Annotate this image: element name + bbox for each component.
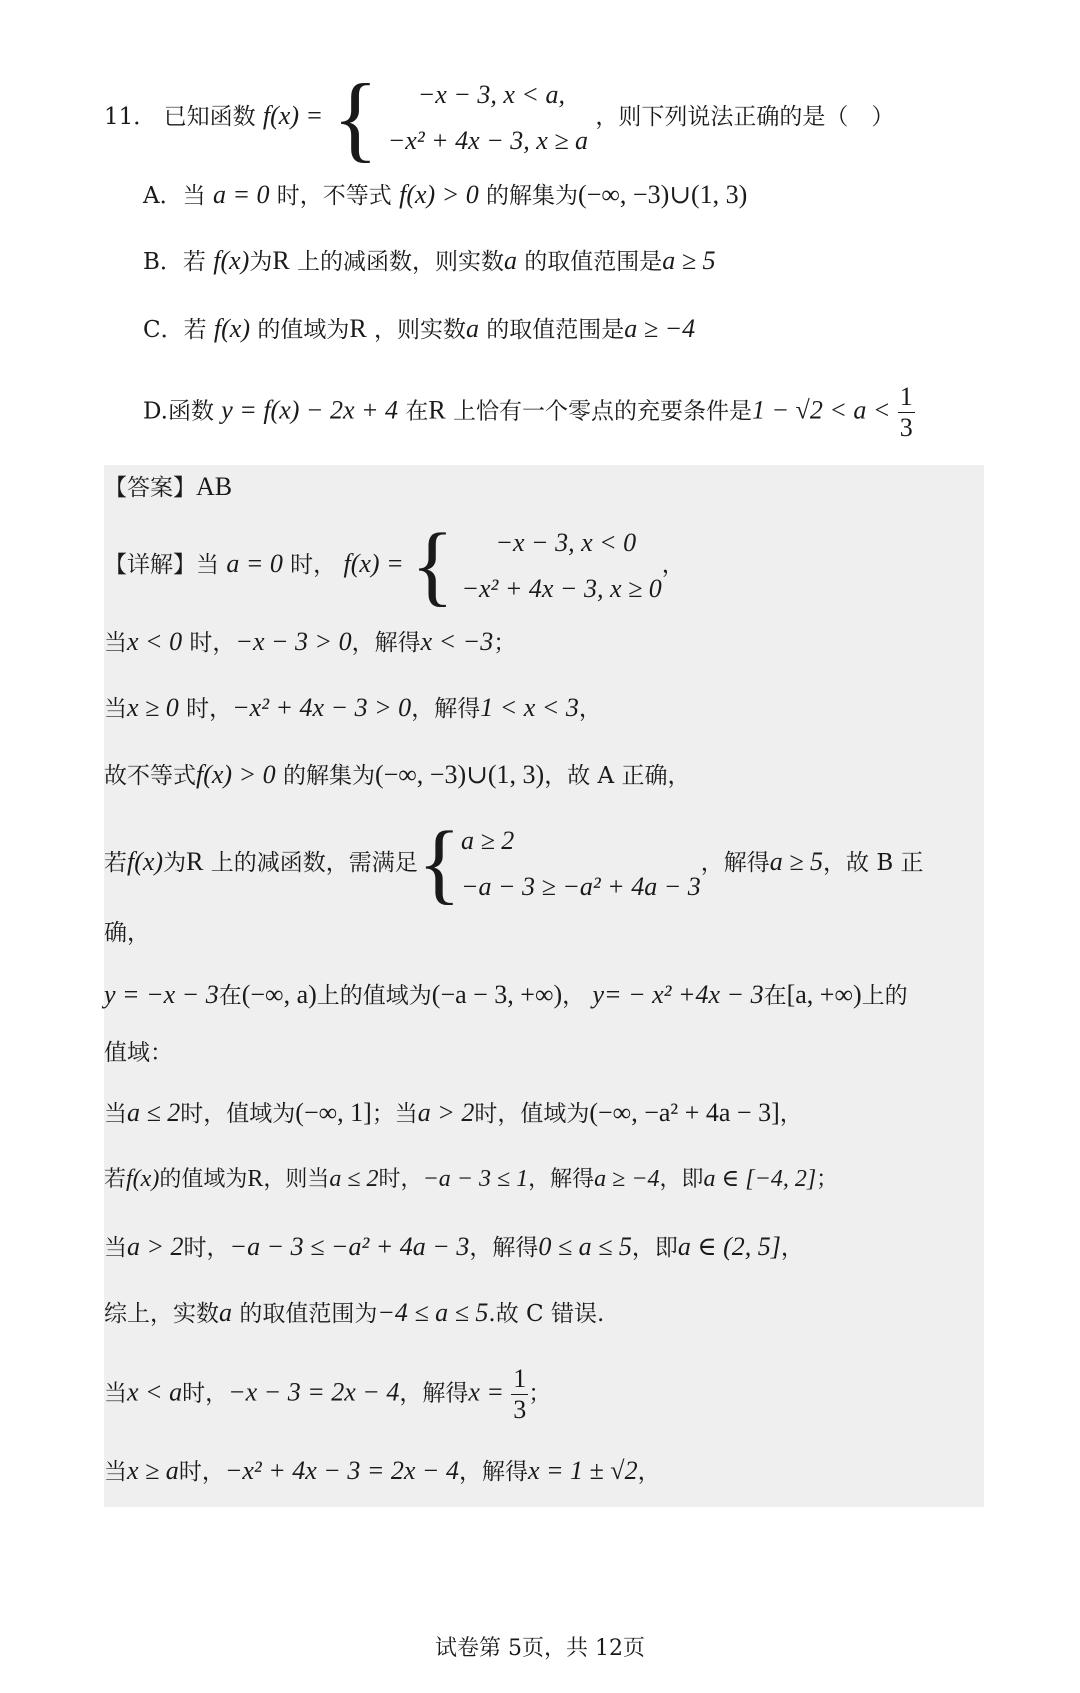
answer-value: AB xyxy=(196,472,233,501)
solution-line-3: 当x ≥ 0 时，−x² + 4x − 3 > 0，解得1 < x < 3， xyxy=(104,693,602,722)
question-number: 11． xyxy=(104,104,157,130)
function-def: f(x) = xyxy=(262,101,324,130)
brace-icon: { xyxy=(417,814,461,913)
option-d: D.函数 y = f(x) − 2x + 4 在R 上恰有一个零点的充要条件是1 − √2 < a < $\frac{1}{3}$ xyxy=(143,382,913,442)
solution-line-9: 当a ≤ 2时，值域为(−∞, 1]；当a > 2时，值域为(−∞, −a² + 4a − 3]， xyxy=(104,1098,803,1127)
fraction-one-third: $\frac{1}{3}$ xyxy=(899,382,913,442)
brace-icon: { xyxy=(332,64,379,171)
brace-icon: { xyxy=(410,516,455,615)
solution-line-12: 综上，实数a 的取值范围为−4 ≤ a ≤ 5.故 C 错误. xyxy=(104,1298,605,1327)
solution-line-1: 【详解】当 a = 0 时， f(x) = { −x − 3, x < 0 −x² + 4x − 3, x ≥ 0 ， xyxy=(104,516,685,615)
solution-label: 【详解】 xyxy=(104,552,196,578)
piecewise-cases: −x − 3, x < a, −x² + 4x − 3, x ≥ a xyxy=(387,80,589,155)
answer-line xyxy=(104,472,232,503)
option-c: C．若 f(x) 的值域为R ，则实数a 的取值范围是a ≥ −4 xyxy=(143,314,696,343)
solution-line-4: 故不等式f(x) > 0 的解集为(−∞, −3)∪(1, 3)，故 A 正确， xyxy=(104,760,691,789)
solution-line-6: 确， xyxy=(104,920,150,946)
fraction-one-third: $\frac{1}{3}$ xyxy=(513,1364,527,1424)
page-footer: 试卷第 5页，共 12页 xyxy=(435,1636,645,1661)
solution-line-5: 若f(x)为R 上的减函数，需满足{ a ≥ 2 −a − 3 ≥ −a² + 4a − 3 ，解得a ≥ 5，故 B 正 xyxy=(104,814,924,913)
solution-line-11: 当a > 2时，−a − 3 ≤ −a² + 4a − 3，解得0 ≤ a ≤ 5，即a ∈ (2, 5]， xyxy=(104,1232,804,1261)
solution-line-8: 值域： xyxy=(104,1040,173,1066)
solution-line-7: y = −x − 3在(−∞, a)上的值域为(−a − 3, +∞)， y= − x² +4x − 3在[a, +∞)上的 xyxy=(104,980,908,1009)
option-b: B．若 f(x)为R 上的减函数，则实数a 的取值范围是a ≥ 5 xyxy=(143,246,716,275)
solution-line-2: 当x < 0 时，−x − 3 > 0，解得x < −3； xyxy=(104,627,517,656)
option-a: A．当 a = 0 时，不等式 f(x) > 0 的解集为(−∞, −3)∪(1, 3) xyxy=(143,180,748,209)
solution-line-14: 当x ≥ a时，−x² + 4x − 3 = 2x − 4，解得x = 1 ± √2， xyxy=(104,1456,661,1485)
solution-line-13: 当x < a时，−x − 3 = 2x − 4，解得x = $\frac{1}{3}$ ； xyxy=(104,1364,552,1424)
question-stem: 11． 已知函数 f(x) = { −x − 3, x < a, −x² + 4x − 3, x ≥ a ，则下列说法正确的是（ ） xyxy=(104,64,895,171)
answer-label: 【答案】 xyxy=(104,475,196,501)
solution-line-10: 若f(x)的值域为R，则当a ≤ 2时，−a − 3 ≤ 1，解得a ≥ −4，即a ∈ [−4, 2]； xyxy=(104,1166,839,1192)
